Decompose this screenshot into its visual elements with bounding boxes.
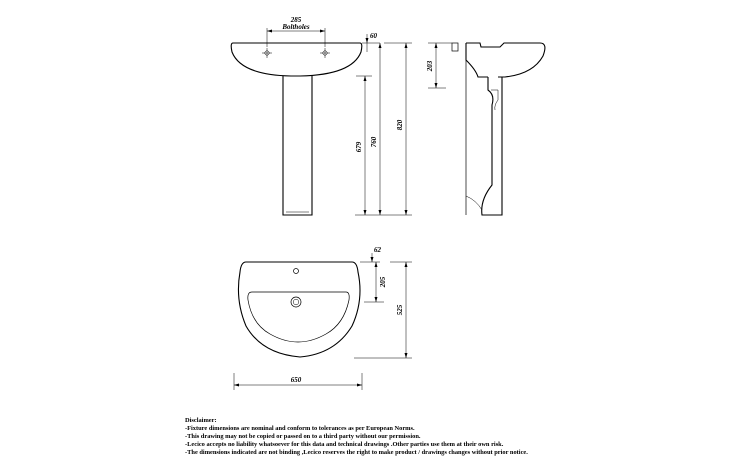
plan-waste: [291, 297, 301, 307]
bolthole-dimension: [267, 16, 325, 47]
overall-height-value: 820: [396, 119, 404, 131]
plan-width-value: 650: [290, 376, 302, 384]
side-elevation: [426, 43, 545, 215]
basin-side-height-value: 203: [426, 60, 434, 72]
plan-view: [234, 246, 412, 390]
front-basin-outline: [231, 43, 362, 76]
bolthole-dimension-label: Boltholes: [282, 23, 310, 31]
plan-waste-offset-value: 205: [379, 276, 387, 288]
side-basin-outline: [466, 43, 545, 77]
front-bolthole-left: [262, 48, 272, 58]
pedestal-height-value: 679: [355, 141, 363, 153]
rim-height-dimension: [370, 43, 382, 215]
plan-tap-hole: [294, 269, 299, 274]
plan-bowl-outline: [248, 292, 349, 342]
bolthole-dimension-value: 285: [290, 16, 302, 24]
plan-tap-offset-dimension: [360, 246, 382, 262]
disclaimer-line: -The dimensions indicated are not binding ,Lecico reserves the right to make product / drawings changes without prior notice.: [185, 448, 528, 456]
plan-waste-offset-dimension: [364, 262, 387, 302]
plan-depth-dimension: [354, 262, 412, 358]
side-basin-back: [466, 43, 488, 77]
disclaimer-line: -Fixture dimensions are nominal and conform to tolerances as per European Norms.: [185, 424, 415, 432]
overall-height-dimension: [384, 43, 412, 215]
rim-thickness-dimension: [362, 32, 380, 52]
plan-width-dimension: [234, 373, 362, 390]
front-elevation: [231, 16, 412, 215]
front-pedestal-outline: [283, 76, 312, 215]
plan-tap-offset-value: 62: [374, 246, 381, 254]
side-pedestal-outline: [482, 77, 502, 215]
plan-basin-outline: [238, 262, 360, 357]
plan-depth-value: 525: [396, 304, 404, 316]
basin-side-height-dimension: [426, 43, 452, 88]
disclaimer-line: -Lecico accepts no liability whatsoever for this data and technical drawings .Other parties use them at their own risk.: [185, 440, 504, 448]
rim-thickness-value: 60: [370, 32, 377, 40]
rim-height-value: 760: [370, 136, 378, 148]
front-bolthole-right: [320, 48, 330, 58]
side-tap-block: [452, 43, 458, 51]
disclaimer: [185, 417, 745, 457]
disclaimer-heading: Disclaimer:: [185, 417, 217, 424]
disclaimer-line: -This drawing may not be copied or passed on to a third party without our permission.: [185, 432, 421, 440]
